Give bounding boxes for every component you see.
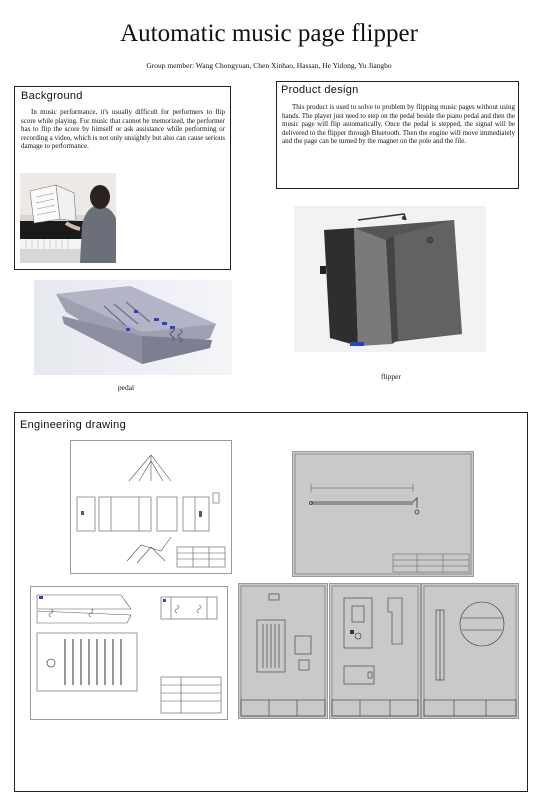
pedal-caption: pedal bbox=[117, 383, 135, 392]
background-heading: Background bbox=[21, 90, 83, 102]
engineering-drawing-heading: Engineering drawing bbox=[20, 419, 126, 431]
product-design-text: This product is used to solve to problem by flipping music pages without using hands. The player just need to step on the pedal beside the piano pedal and then the music page will flip automatically. Once the pedal is stepped, the signal will be delivered to the flipper through Bluetooth. Then the engine will move immediately and the page can be turned by the magnet on the pole and the file. bbox=[282, 103, 515, 146]
group-members: Group member: Wang Chongyuan, Chen Xinhao, Hassan, He Yidong, Yu Jiangbo bbox=[146, 61, 392, 70]
product-design-heading: Product design bbox=[281, 84, 359, 96]
motor-holder-drawing bbox=[329, 583, 421, 719]
flipper-caption: flipper bbox=[381, 372, 401, 381]
flipper-assembly-drawing bbox=[70, 440, 232, 574]
background-text: In music performance, it's usually difficult for performers to flip score while playing. For music that cannot be memorized, the performer has to flip the score by himself or ask assistance while performing or recording a video, which is not only unsightly but also can cause serious damage to performance. bbox=[21, 108, 225, 151]
flipper-plate-drawing bbox=[238, 583, 328, 719]
background-panel bbox=[14, 86, 231, 270]
piano-player-photo bbox=[20, 173, 116, 263]
product-design-panel bbox=[276, 81, 519, 189]
pedal-render bbox=[34, 280, 232, 375]
pole-drawing bbox=[292, 451, 474, 577]
poster-title: Automatic music page flipper bbox=[120, 20, 418, 47]
pedal-drawing bbox=[30, 586, 228, 720]
magnet-disc-drawing bbox=[421, 583, 519, 719]
flipper-render bbox=[294, 206, 486, 352]
